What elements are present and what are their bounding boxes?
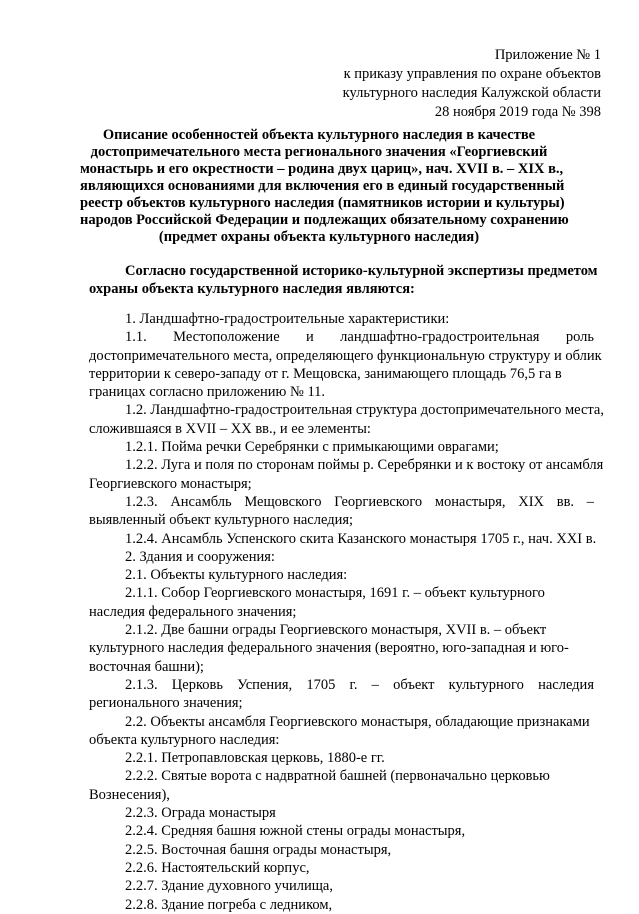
body-line: объекта культурного наследия:	[89, 731, 280, 748]
title-line: (предмет охраны объекта культурного наследия)	[158, 229, 480, 245]
body-line: 1. Ландшафтно-градостроительные характеристики:	[125, 311, 450, 327]
body-line: 1.2.4. Ансамбль Успенского скита Казанского монастыря 1705 г., нач. XXI в.	[125, 530, 597, 547]
body-line: 2.2.4. Средняя башня южной стены ограды монастыря,	[125, 823, 466, 840]
body-line: 2.2.6. Настоятельский корпус,	[125, 859, 310, 876]
body-line: 1.1. Местоположение и ландшафтно-градостроительная роль	[125, 329, 594, 346]
body-line: сложившаяся в XVII – XX вв., и ее элементы:	[89, 420, 371, 437]
appendix-date: 28 ноября 2019 года № 398	[434, 104, 601, 120]
intro-line: Согласно государственной историко-культурной экспертизы предметом	[125, 263, 598, 279]
body-line: Вознесения),	[89, 786, 170, 803]
body-line: выявленный объект культурного наследия;	[89, 512, 354, 529]
document-body	[89, 310, 604, 914]
body-line: 2.2.2. Святые ворота с надвратной башней (первоначально церковью	[125, 768, 550, 785]
title-line: достопримечательного места регионального значения «Георгиевский	[90, 144, 548, 160]
body-line: 1.2.2. Луга и поля по сторонам поймы р. Серебрянки и к востоку от ансамбля	[125, 457, 604, 474]
appendix-order-ref: к приказу управления по охране объектов	[343, 66, 601, 82]
body-line: достопримечательного места, определяющего функциональную структуру и облик	[89, 347, 602, 364]
body-line: 2.1.2. Две башни ограды Георгиевского монастыря, XVII в. – объект	[125, 622, 547, 639]
title-line: народов Российской Федерации и подлежащих обязательному сохранению	[80, 212, 569, 228]
body-line: 2.2.3. Ограда монастыря	[125, 805, 276, 822]
appendix-header	[343, 46, 601, 122]
title-line: являющихся основаниями для включения его в единый государственный	[80, 178, 565, 194]
body-line: 2.2.8. Здание погреба с ледником,	[125, 896, 333, 913]
body-line: 1.2. Ландшафтно-градостроительная структура достопримечательного места,	[125, 402, 604, 419]
body-line: 2. Здания и сооружения:	[125, 548, 275, 565]
body-line: регионального значения;	[89, 695, 243, 712]
intro-paragraph	[89, 262, 598, 298]
appendix-authority: культурного наследия Калужской области	[342, 85, 601, 101]
title-line: монастырь и его окрестности – родина двух цариц», нач. XVII в. – XIX в.,	[80, 161, 564, 177]
body-line: 2.2.7. Здание духовного училища,	[125, 878, 333, 895]
body-line: границах согласно приложению № 11.	[89, 384, 326, 401]
body-line: 1.2.1. Пойма речки Серебрянки с примыкающими оврагами;	[125, 439, 499, 456]
body-line: Георгиевского монастыря;	[89, 475, 252, 492]
appendix-number: Приложение № 1	[494, 47, 601, 63]
body-line: восточная башни);	[89, 658, 204, 675]
body-line: 2.2. Объекты ансамбля Георгиевского монастыря, обладающие признаками	[125, 713, 590, 730]
title-line: реестр объектов культурного наследия (памятников истории и культуры)	[80, 195, 565, 211]
body-line: 2.1. Объекты культурного наследия:	[125, 567, 348, 584]
intro-line: охраны объекта культурного наследия являются:	[89, 281, 415, 297]
body-line: наследия федерального значения;	[89, 603, 297, 620]
document-title	[80, 127, 569, 246]
body-line: 2.1.3. Церковь Успения, 1705 г. – объект культурного наследия	[125, 676, 594, 693]
body-line: 2.2.1. Петропавловская церковь, 1880-е гг.	[125, 750, 385, 767]
title-line: Описание особенностей объекта культурного наследия в качестве	[102, 127, 536, 143]
body-line: 1.2.3. Ансамбль Мещовского Георгиевского монастыря, XIX вв. –	[125, 493, 594, 510]
body-line: культурного наследия федерального значения (вероятно, юго-западная и юго-	[89, 640, 569, 657]
body-line: 2.1.1. Собор Георгиевского монастыря, 1691 г. – объект культурного	[125, 585, 545, 602]
body-line: 2.2.5. Восточная башня ограды монастыря,	[125, 841, 392, 858]
body-line: территории к северо-западу от г. Мещовска, занимающего площадь 76,5 га в	[89, 365, 562, 382]
